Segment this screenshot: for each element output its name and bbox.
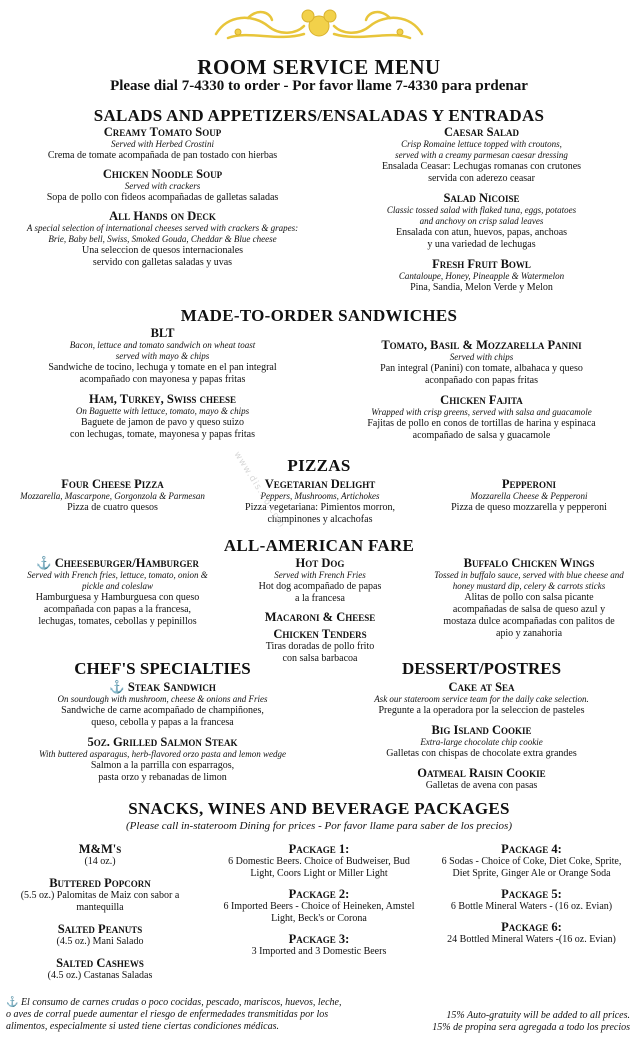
- item-spanish: acompañado de salsa y guacamole: [412, 430, 551, 441]
- item-description: pickle and coleslaw: [82, 581, 153, 591]
- gratuity-note: [430, 1010, 630, 1034]
- item-spanish: Sandwiche de tocino, lechuga y tomate en el pan integral: [48, 362, 277, 373]
- menu-item: [325, 723, 638, 760]
- item-name: Steak Sandwich: [127, 680, 216, 694]
- item-description: Crisp Romaine lettuce topped with croutons,: [401, 139, 562, 149]
- item-name: Ham, Turkey, Swiss cheese: [89, 392, 236, 406]
- disclaimer-text: El consumo de carnes crudas o poco cocidas, pescado, mariscos, huevos, leche,: [20, 997, 342, 1008]
- item-spanish: queso, cebolla y papas a la francesa: [91, 717, 234, 728]
- item-description: With buttered asparagus, herb-flavored orzo pasta and lemon wedge: [38, 749, 287, 759]
- item-description: Served with crackers: [124, 181, 201, 191]
- item-name: Chicken Noodle Soup: [102, 167, 223, 181]
- item-detail: 6 Domestic Beers. Choice of Budweiser, Bud: [228, 856, 410, 867]
- item-spanish: servido con galletas saladas y uvas: [92, 257, 233, 268]
- menu-item: [325, 766, 638, 792]
- menu-item: [0, 735, 325, 784]
- item-description: Classic tossed salad with flaked tuna, eggs, potatoes: [386, 205, 577, 215]
- package-item: [425, 887, 638, 913]
- item-spanish: acompañada con papas a la francesa,: [43, 604, 192, 615]
- item-spanish: aconpañado con papas fritas: [424, 375, 538, 386]
- section-heading-chef: CHEF'S SPECIALTIES: [74, 659, 251, 678]
- item-spanish: Ensalada Ceasar: Lechugas romanas con crutones: [381, 161, 582, 172]
- item-spanish: servida con aderezo ceasar: [428, 173, 535, 184]
- menu-item: [0, 167, 325, 204]
- item-detail: 24 Bottled Mineral Waters -(16 oz. Evian): [447, 934, 616, 945]
- item-description: Extra-large chocolate chip cookie: [420, 737, 543, 747]
- item-spanish: Pizza vegetariana: Pimientos morron,: [245, 502, 395, 513]
- item-name: Cake at Sea: [448, 680, 515, 694]
- item-description: Ask our stateroom service team for the daily cake selection.: [374, 694, 589, 704]
- menu-item: [210, 477, 430, 526]
- page-subtitle: Please dial 7-4330 to order - Por favor llame 7-4330 para prdenar: [110, 78, 528, 94]
- item-description: Mozzarella, Mascarpone, Gorgonzola & Parmesan: [20, 491, 205, 501]
- item-name: Oatmeal Raisin Cookie: [417, 766, 546, 780]
- section-heading-pizzas: PIZZAS: [287, 456, 351, 475]
- snacks-left-column: [0, 842, 200, 982]
- item-spanish: Fajitas de pollo en conos de tortillas de harina y espinaca: [367, 418, 596, 429]
- item-name: Package 2:: [288, 887, 350, 901]
- item-spanish: champinones y alcachofas: [267, 514, 373, 525]
- item-name: Big Island Cookie: [431, 723, 532, 737]
- menu-item: [0, 922, 200, 948]
- dessert-column: [325, 680, 638, 792]
- item-spanish: Galletas de avena con pasas: [425, 780, 538, 791]
- item-spanish: acompañadas de salsa de queso azul y: [452, 604, 606, 615]
- package-item: [200, 932, 438, 958]
- menu-item: [325, 191, 638, 251]
- item-description: On Baguette with lettuce, tomato, mayo & chips: [75, 406, 250, 416]
- item-spanish: Pina, Sandia, Melon Verde y Melon: [410, 282, 553, 293]
- menu-item: [325, 125, 638, 185]
- item-name: Tomato, Basil & Mozzarella Panini: [381, 338, 582, 352]
- item-detail: Light, Coors Light or Miller Light: [250, 868, 388, 879]
- watermark: www.dis...o.com: [231, 450, 287, 530]
- item-spanish: Galletas con chispas de chocolate extra grandes: [386, 748, 577, 759]
- item-description: Served with French fries, lettuce, tomato, onion &: [27, 570, 208, 580]
- item-spanish: Ensalada con atun, huevos, papas, anchoas: [395, 227, 568, 238]
- item-description: Peppers, Mushrooms, Artichokes: [260, 491, 380, 501]
- item-description: Tossed in buffalo sauce, served with blue cheese and: [434, 570, 624, 580]
- item-name: Salad Nicoise: [443, 191, 520, 205]
- section-heading-dessert: DESSERT/POSTRES: [401, 659, 562, 678]
- sandwiches-right-column: [325, 338, 638, 442]
- anchor-icon: ⚓: [6, 997, 19, 1008]
- item-description: Served with French Fries: [274, 570, 366, 580]
- package-item: [425, 920, 638, 946]
- item-detail: (4.5 oz.) Mani Salado: [56, 936, 144, 947]
- crown-flourish-icon: [208, 4, 430, 44]
- menu-item: [0, 680, 325, 729]
- item-name: Creamy Tomato Soup: [103, 125, 222, 139]
- menu-item: [325, 680, 638, 717]
- item-spanish: Alitas de pollo con salsa picante: [464, 592, 594, 603]
- menu-item: [0, 556, 235, 628]
- item-detail: (4.5 oz.) Castanas Saladas: [47, 970, 153, 981]
- item-spanish: Tiras doradas de pollo frito: [265, 641, 375, 652]
- item-name: Chicken Tenders: [273, 627, 367, 641]
- item-spanish: con salsa barbacoa: [282, 653, 358, 664]
- item-description: Wrapped with crisp greens, served with salsa and guacamole: [371, 407, 592, 417]
- item-spanish: Salmon a la parrilla con esparragos,: [90, 760, 235, 771]
- item-detail: (14 oz.): [84, 856, 116, 867]
- pricing-note: (Please call in-stateroom Dining for prices - Por favor llame para saber de los precios): [126, 820, 512, 832]
- item-name: 5oz. Grilled Salmon Steak: [87, 735, 238, 749]
- item-spanish: Crema de tomate acompañada de pan tostado con hierbas: [47, 150, 278, 161]
- item-spanish: pasta orzo y rebanadas de limon: [98, 772, 227, 783]
- snacks-right-column: [425, 842, 638, 946]
- item-description: served with a creamy parmesan caesar dressing: [395, 150, 568, 160]
- item-name: Vegetarian Delight: [264, 477, 376, 491]
- item-name: Hot Dog: [295, 556, 345, 570]
- sandwiches-left-column: [0, 326, 325, 441]
- item-spanish: a la francesa: [295, 593, 345, 604]
- anchor-icon: ⚓: [36, 556, 52, 570]
- item-name: Macaroni & Cheese: [264, 610, 376, 624]
- snacks-center-column: [200, 842, 438, 958]
- item-description: Cantaloupe, Honey, Pineapple & Watermelon: [398, 271, 565, 281]
- american-center-column: [215, 556, 425, 665]
- item-description: Mozzarella Cheese & Pepperoni: [470, 491, 588, 501]
- item-description: honey mustard dip, celery & carrots sticks: [452, 581, 606, 591]
- item-detail: 6 Bottle Mineral Waters - (16 oz. Evian): [450, 901, 613, 912]
- menu-item: [0, 876, 200, 914]
- item-spanish: Sopa de pollo con fideos acompañadas de galletas saladas: [46, 192, 279, 203]
- menu-item: [420, 477, 638, 514]
- item-name: Buffalo Chicken Wings: [463, 556, 595, 570]
- item-description: Served with chips: [449, 352, 514, 362]
- item-name: Package 6:: [501, 920, 562, 934]
- item-detail: 6 Imported Beers - Choice of Heineken, Amstel: [223, 901, 415, 912]
- health-disclaimer: [6, 997, 406, 1033]
- item-spanish: acompañado con mayonesa y papas fritas: [79, 374, 246, 385]
- item-detail: (5.5 oz.) Palomitas de Maiz con sabor a: [20, 890, 180, 901]
- item-description: Bacon, lettuce and tomato sandwich on wheat toast: [69, 340, 256, 350]
- item-name-row: [0, 556, 235, 570]
- section-heading-snacks: SNACKS, WINES AND BEVERAGE PACKAGES: [128, 799, 510, 818]
- menu-item: [0, 842, 200, 868]
- item-description: served with mayo & chips: [115, 351, 210, 361]
- item-spanish: Hamburguesa y Hamburguesa con queso: [35, 592, 200, 603]
- item-name: Chicken Fajita: [440, 393, 523, 407]
- item-name: Package 4:: [501, 842, 562, 856]
- item-spanish: Una seleccion de quesos internacionales: [81, 245, 244, 256]
- item-detail: 6 Sodas - Choice of Coke, Diet Coke, Sprite,: [441, 856, 622, 867]
- package-item: [200, 842, 438, 880]
- menu-item: [325, 257, 638, 294]
- item-name: Package 5:: [501, 887, 562, 901]
- item-name: Fresh Fruit Bowl: [432, 257, 531, 271]
- item-description: Brie, Baby bell, Swiss, Smoked Gouda, Cheddar & Blue cheese: [48, 234, 277, 244]
- salads-right-column: [325, 125, 638, 294]
- item-spanish: apio y zanahoria: [495, 628, 563, 639]
- item-spanish: lechugas, tomates, cebollas y pepinillos: [38, 616, 197, 627]
- page-title: ROOM SERVICE MENU: [197, 55, 441, 79]
- item-name: All Hands on Deck: [109, 209, 216, 223]
- item-spanish: Pizza de cuatro quesos: [67, 502, 158, 513]
- menu-item: [0, 392, 325, 441]
- section-heading-american: ALL-AMERICAN FARE: [223, 536, 415, 555]
- item-name-row: [0, 680, 325, 694]
- item-name: M&M's: [78, 842, 122, 856]
- item-spanish: Pregunte a la operadora por la seleccion de pasteles: [378, 705, 585, 716]
- disclaimer-line: [6, 997, 406, 1009]
- item-description: Served with Herbed Crostini: [111, 139, 214, 149]
- item-spanish: Baguete de jamon de pavo y queso suizo: [80, 417, 244, 428]
- item-description: and anchovy on crisp salad leaves: [419, 216, 544, 226]
- menu-item: [0, 477, 225, 514]
- item-name: Cheeseburger/Hamburger: [54, 556, 199, 570]
- item-spanish: y una variedad de lechugas: [427, 239, 536, 250]
- chef-column: [0, 680, 325, 784]
- item-spanish: Pizza de queso mozzarella y pepperoni: [451, 502, 607, 513]
- item-detail: Diet Sprite, Ginger Ale or Orange Soda: [452, 868, 611, 879]
- menu-item: [325, 393, 638, 442]
- gratuity-text: 15% Auto-gratuity will be added to all prices.: [446, 1010, 630, 1021]
- menu-item: [325, 338, 638, 387]
- item-spanish: con lechugas, tomate, mayonesa y papas fritas: [70, 429, 255, 440]
- menu-item: [0, 209, 325, 269]
- disclaimer-text: alimentos, especialmente si usted tiene ciertas condiciones médicas.: [6, 1021, 279, 1032]
- menu-item: [0, 956, 200, 982]
- item-name: Salted Peanuts: [57, 922, 143, 936]
- salads-left-column: [0, 125, 325, 269]
- item-detail: 3 Imported and 3 Domestic Beers: [251, 946, 387, 957]
- item-name: Buttered Popcorn: [49, 876, 151, 890]
- item-detail: mantequilla: [76, 902, 124, 913]
- item-description: On sourdough with mushroom, cheese & onions and Fries: [57, 694, 268, 704]
- item-detail: Light, Beck's or Corona: [271, 913, 367, 924]
- package-item: [425, 842, 638, 880]
- package-item: [200, 887, 438, 925]
- gratuity-text: 15% de propina sera agregada a todo los precios: [432, 1022, 630, 1033]
- item-description: A special selection of international cheeses served with crackers & grapes:: [26, 223, 299, 233]
- item-spanish: Hot dog acompañado de papas: [258, 581, 382, 592]
- disclaimer-text: o aves de corral puede aumentar el riesgo de enfermedades transmitidas por los: [6, 1009, 329, 1020]
- item-name: Four Cheese Pizza: [61, 477, 164, 491]
- item-name: Pepperoni: [501, 477, 557, 491]
- item-name: Salted Cashews: [56, 956, 144, 970]
- item-name: Caesar Salad: [443, 125, 520, 139]
- item-name: Package 3:: [288, 932, 350, 946]
- item-name: Package 1:: [288, 842, 350, 856]
- item-spanish: Sandwiche de carne acompañado de champiñones,: [61, 705, 264, 716]
- item-spanish: Pan integral (Panini) con tomate, albahaca y queso: [380, 363, 583, 374]
- anchor-icon: ⚓: [109, 680, 125, 694]
- item-spanish: mostaza dulce acompañadas con palitos de: [443, 616, 615, 627]
- item-name: BLT: [150, 326, 175, 340]
- menu-item: [0, 326, 325, 386]
- section-heading-sandwiches: MADE-TO-ORDER SANDWICHES: [180, 306, 458, 325]
- menu-item: [0, 125, 325, 162]
- menu-item: [420, 556, 638, 640]
- section-heading-salads: SALADS AND APPETIZERS/ENSALADAS Y ENTRADAS: [93, 106, 545, 125]
